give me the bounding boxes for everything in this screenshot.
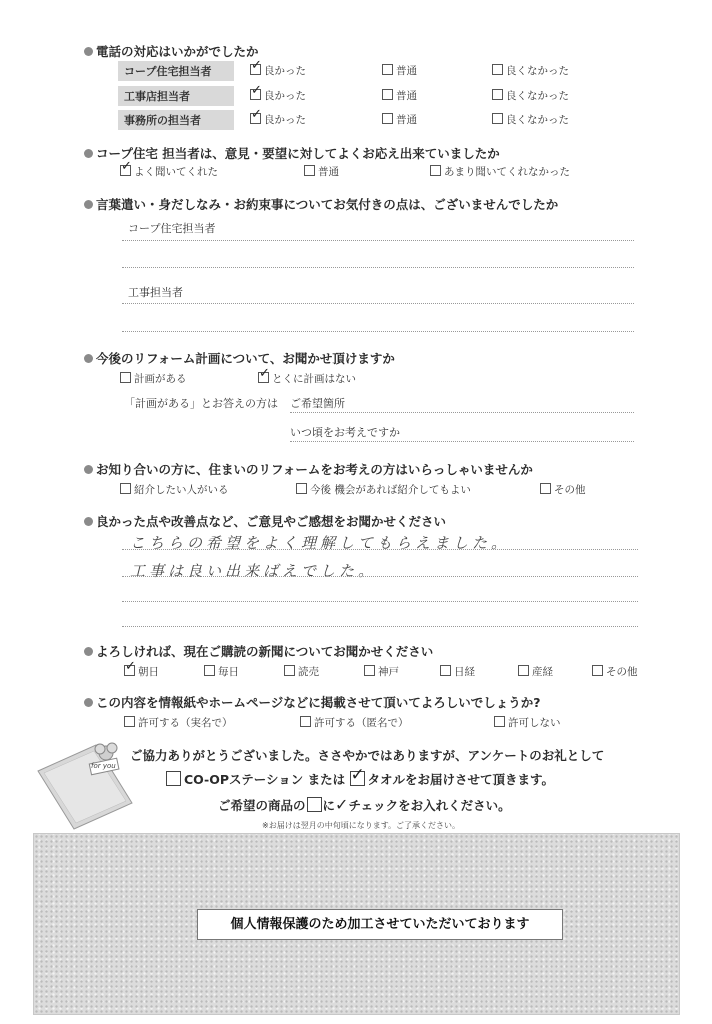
q6-handwritten-line1: こちらの希望をよく理解してもらえました。 — [130, 534, 511, 552]
divider — [290, 441, 634, 442]
divider — [290, 412, 634, 413]
q2-opt1[interactable]: ✓よく聞いてくれた — [120, 164, 218, 179]
q1-row1-opt1[interactable]: ✓ 良かった — [250, 63, 306, 78]
q2-opt2[interactable]: 普通 — [304, 164, 339, 179]
example-checkbox-icon — [307, 797, 322, 812]
q5-title: お知り合いの方に、住まいのリフォームをお考えの方はいらっしゃいませんか — [84, 460, 533, 478]
q6-handwritten-line2: 工事は良い出来ばえでした。 — [130, 562, 378, 580]
divider — [122, 303, 634, 304]
q3-sub1: コープ住宅担当者 — [128, 222, 216, 235]
divider — [122, 267, 634, 268]
q1-row1-label: コープ住宅担当者 — [118, 61, 234, 81]
q1-row2-opt1[interactable]: ✓ 良かった — [250, 88, 306, 103]
q1-row3-opt3[interactable]: 良くなかった — [492, 112, 569, 127]
q5-opt3[interactable]: その他 — [540, 482, 586, 497]
q7-title: よろしければ、現在ご購読の新聞についてお聞かせください — [84, 642, 433, 660]
q3-title: 言葉遣い・身だしなみ・お約束事についてお気付きの点は、ございませんでしたか — [84, 195, 558, 213]
gift-box-icon — [34, 735, 134, 831]
q8-opt2[interactable]: 許可する（匿名で） — [300, 715, 409, 730]
divider — [122, 626, 638, 627]
q1-row2-label: 工事店担当者 — [118, 86, 234, 106]
q7-opt1[interactable]: ✓朝日 — [124, 664, 159, 679]
q1-row3-opt1[interactable]: ✓ 良かった — [250, 112, 306, 127]
q7-opt7[interactable]: その他 — [592, 664, 638, 679]
q8-opt3[interactable]: 許可しない — [494, 715, 561, 730]
q7-opt3[interactable]: 読売 — [284, 664, 319, 679]
q3-sub2: 工事担当者 — [128, 286, 183, 299]
q7-opt2[interactable]: 毎日 — [204, 664, 239, 679]
q1-row2-opt2[interactable]: 普通 — [382, 88, 417, 103]
q4-title: 今後のリフォーム計画について、お聞かせ頂けますか — [84, 349, 395, 367]
q1-row1-opt2[interactable]: 普通 — [382, 63, 417, 78]
divider — [122, 601, 638, 602]
choose-instruction: ご希望の商品の に✓チェックをお入れください。 — [218, 795, 511, 814]
privacy-notice: 個人情報保護のため加工させていただいております — [197, 909, 563, 940]
deliver-text: をお届けさせて頂きます。 — [405, 772, 555, 787]
q6-title: 良かった点や改善点など、ご意見やご感想をお聞かせください — [84, 512, 446, 530]
q4-opt1[interactable]: 計画がある — [120, 371, 187, 386]
q2-title: コープ住宅 担当者は、意見・要望に対してよくお応え出来ていましたか — [84, 144, 500, 162]
q4-when: いつ頃をお考えですか — [290, 426, 400, 439]
towel-label: タオル — [367, 772, 406, 787]
divider — [122, 240, 634, 241]
q2-opt3[interactable]: あまり聞いてくれなかった — [430, 164, 570, 179]
q4-follow: 「計画がある」とお答えの方は — [124, 397, 278, 410]
divider — [122, 331, 634, 332]
q8-title: この内容を情報紙やホームページなどに掲載させて頂いてよろしいでしょうか? — [84, 693, 541, 711]
q1-row2-opt3[interactable]: 良くなかった — [492, 88, 569, 103]
coop-station-checkbox[interactable] — [166, 771, 181, 786]
q1-row1-opt3[interactable]: 良くなかった — [492, 63, 569, 78]
towel-checkbox[interactable] — [350, 771, 365, 786]
divider — [122, 576, 638, 577]
thanks-line1: ご協力ありがとうございました。ささやかではありますが、アンケートのお礼として — [130, 748, 605, 763]
checkmark-icon: ✓ — [335, 795, 349, 814]
q5-opt1[interactable]: 紹介したい人がいる — [120, 482, 229, 497]
gift-illustration — [34, 735, 134, 831]
or-text: または — [307, 772, 346, 787]
q1-row3-label: 事務所の担当者 — [118, 110, 234, 130]
q1-title: 電話の対応はいかがでしたか — [84, 42, 259, 60]
delivery-note: ※お届けは翌月の中旬頃になります。ご了承ください。 — [262, 821, 461, 830]
q7-opt5[interactable]: 日経 — [440, 664, 475, 679]
q1-row3-opt2[interactable]: 普通 — [382, 112, 417, 127]
q4-place: ご希望箇所 — [290, 397, 345, 410]
coop-station-label: CO-OPステーション — [184, 772, 304, 787]
q7-opt4[interactable]: 神戸 — [364, 664, 399, 679]
q8-opt1[interactable]: 許可する（実名で） — [124, 715, 233, 730]
q7-opt6[interactable]: 産経 — [518, 664, 553, 679]
q4-opt2[interactable]: ✓ とくに計画はない — [258, 371, 356, 386]
divider — [122, 549, 638, 550]
gift-tag-text: for you — [91, 762, 116, 770]
q5-opt2[interactable]: 今後 機会があれば紹介してもよい — [296, 482, 471, 497]
gift-choice-row — [166, 770, 554, 788]
